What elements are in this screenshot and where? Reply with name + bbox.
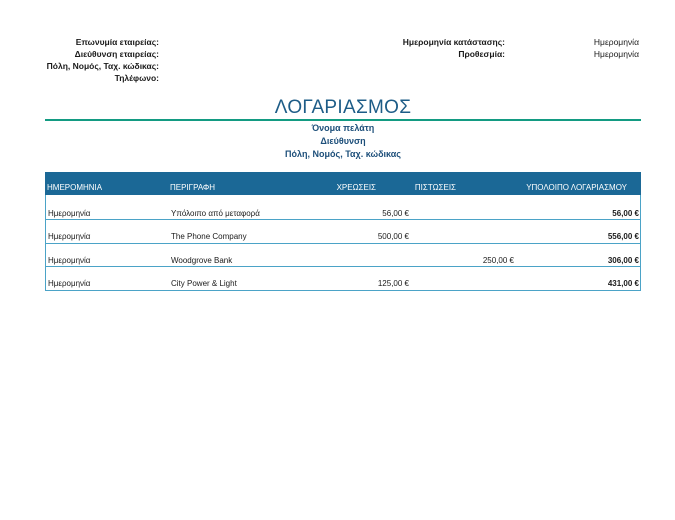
customer-address: Διεύθυνση [320, 136, 366, 146]
customer-name: Όνομα πελάτη [311, 123, 375, 133]
row-date: Ημερομηνία [48, 255, 91, 265]
row-description: Υπόλοιπο από μεταφορά [171, 209, 260, 218]
due-date-value: Ημερομηνία [593, 49, 639, 59]
table-row [45, 220, 641, 244]
customer-city: Πόλη, Νομός, Ταχ. κώδικας [285, 149, 401, 159]
statement-date-value: Ημερομηνία [593, 37, 639, 47]
row-balance: 431,00 € [607, 279, 639, 288]
due-date-label: Προθεσμία: [458, 49, 505, 59]
header-date: ΗΜΕΡΟΜΗΝΙΑ [47, 183, 103, 192]
table-row [45, 195, 641, 220]
row-date: Ημερομηνία [48, 279, 91, 288]
statement-table [45, 172, 641, 291]
row-debit: 500,00 € [377, 232, 409, 241]
company-city-label: Πόλη, Νομός, Ταχ. κώδικας: [46, 61, 159, 71]
table-row [45, 244, 641, 268]
header-credits: ΠΙΣΤΩΣΕΙΣ [414, 183, 456, 192]
company-phone-label: Τηλέφωνο: [114, 73, 159, 83]
table-header [45, 172, 641, 195]
page-title: ΛΟΓΑΡΙΑΣΜΟΣ [274, 97, 412, 118]
header-balance: ΥΠΟΛΟΙΠΟ ΛΟΓΑΡΙΑΣΜΟΥ [526, 183, 627, 192]
row-description: Woodgrove Bank [171, 255, 233, 265]
row-date: Ημερομηνία [48, 232, 91, 241]
row-description: The Phone Company [171, 232, 247, 241]
header-debits: ΧΡΕΩΣΕΙΣ [336, 183, 376, 192]
company-address-label: Διεύθυνση εταιρείας: [74, 49, 159, 59]
row-balance: 306,00 € [607, 255, 639, 265]
row-balance: 556,00 € [607, 232, 639, 241]
title-divider [45, 119, 641, 121]
table-row [45, 267, 641, 291]
row-date: Ημερομηνία [48, 209, 91, 218]
row-balance: 56,00 € [612, 209, 639, 218]
row-description: City Power & Light [171, 279, 237, 288]
row-credit: 250,00 € [482, 255, 514, 265]
row-debit: 125,00 € [377, 279, 409, 288]
statement-date-label: Ημερομηνία κατάστασης: [402, 37, 505, 47]
header-description: ΠΕΡΙΓΡΑΦΗ [170, 183, 216, 192]
company-name-label: Επωνυμία εταιρείας: [75, 37, 159, 47]
row-debit: 56,00 € [382, 209, 409, 218]
